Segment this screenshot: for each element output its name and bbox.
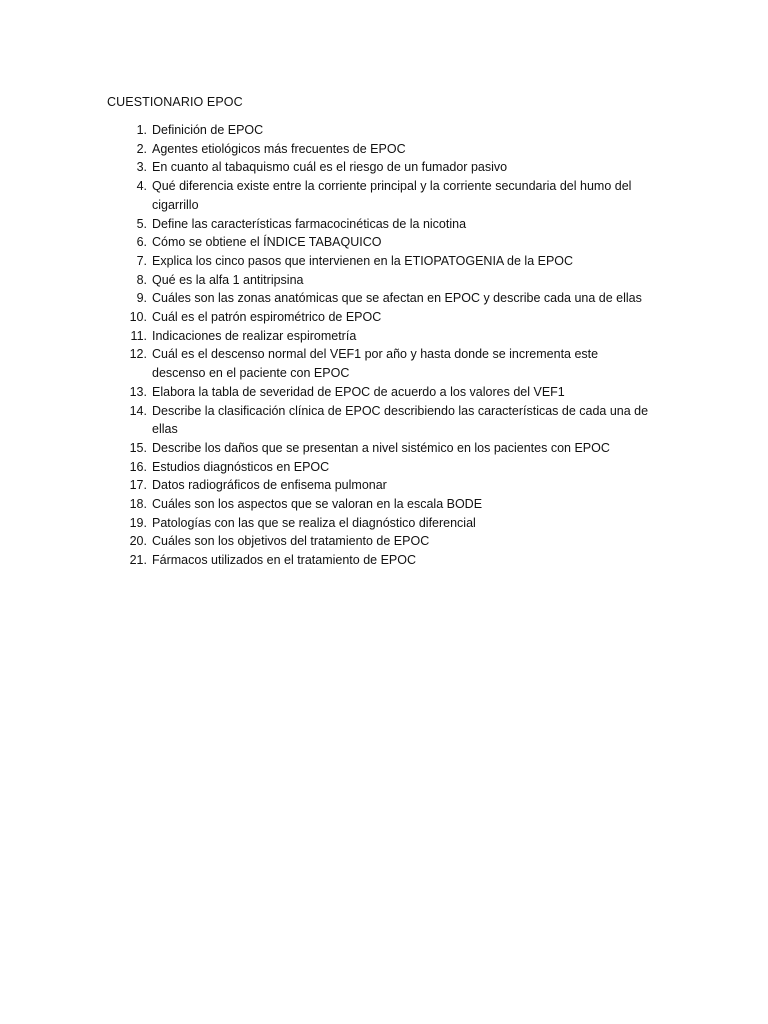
question-number: 8. [136, 272, 147, 287]
question-number: 9. [136, 291, 147, 306]
question-item [107, 458, 652, 477]
question-number: 17. [129, 478, 147, 493]
question-text: Cómo se obtiene el ÍNDICE TABAQUICO [152, 235, 382, 250]
question-text: Patologías con las que se realiza el diagnóstico diferencial [152, 515, 476, 530]
question-item [107, 252, 652, 271]
question-item [107, 383, 652, 402]
question-item [107, 308, 652, 327]
question-text: Cuáles son los aspectos que se valoran en la escala BODE [152, 497, 483, 512]
question-list [107, 121, 652, 570]
question-text: Cuál es el descenso normal del VEF1 por año y hasta donde se incrementa este descenso en el paciente con EPOC [152, 347, 599, 381]
question-item [107, 495, 652, 514]
question-number: 6. [136, 235, 147, 250]
question-item [107, 532, 652, 551]
question-number: 13. [129, 384, 147, 399]
question-number: 7. [136, 253, 147, 268]
question-text: Elabora la tabla de severidad de EPOC de acuerdo a los valores del VEF1 [152, 384, 565, 399]
question-text: Definición de EPOC [152, 123, 264, 137]
question-text: Explica los cinco pasos que intervienen en la ETIOPATOGENIA de la EPOC [152, 253, 574, 268]
question-text: Datos radiográficos de enfisema pulmonar [152, 478, 387, 493]
question-number: 2. [136, 141, 147, 156]
question-number: 1. [136, 123, 147, 137]
question-item [107, 121, 652, 140]
question-text: Fármacos utilizados en el tratamiento de EPOC [152, 553, 417, 568]
question-number: 20. [129, 534, 147, 549]
question-item [107, 345, 652, 382]
question-number: 19. [129, 515, 147, 530]
question-text: Cuáles son las zonas anatómicas que se afectan en EPOC y describe cada una de ellas [152, 291, 642, 306]
question-text: Cuál es el patrón espirométrico de EPOC [152, 310, 382, 325]
question-text: Indicaciones de realizar espirometría [152, 328, 357, 343]
question-text: Estudios diagnósticos en EPOC [152, 459, 330, 474]
question-number: 4. [136, 179, 147, 194]
question-item [107, 289, 652, 308]
question-item [107, 271, 652, 290]
question-text: En cuanto al tabaquismo cuál es el riesgo de un fumador pasivo [152, 160, 508, 175]
question-item [107, 215, 652, 234]
question-number: 11. [130, 328, 147, 343]
question-item [107, 402, 652, 439]
question-item [107, 158, 652, 177]
question-number: 14. [129, 403, 147, 418]
question-item [107, 551, 652, 570]
question-number: 16. [129, 459, 147, 474]
document-title: CUESTIONARIO EPOC [107, 95, 243, 109]
question-number: 5. [136, 216, 147, 231]
question-item [107, 476, 652, 495]
question-text: Qué es la alfa 1 antitripsina [152, 272, 304, 287]
question-number: 3. [136, 160, 147, 175]
question-text: Describe los daños que se presentan a nivel sistémico en los pacientes con EPOC [152, 440, 610, 455]
question-text: Agentes etiológicos más frecuentes de EPOC [152, 141, 406, 156]
question-text: Cuáles son los objetivos del tratamiento de EPOC [152, 534, 430, 549]
question-text: Qué diferencia existe entre la corriente principal y la corriente secundaria del humo del cigarrillo [152, 179, 632, 212]
question-item [107, 327, 652, 346]
question-number: 12. [129, 347, 147, 362]
question-item [107, 439, 652, 458]
question-number: 15. [129, 440, 147, 455]
question-item [107, 140, 652, 159]
question-number: 10. [129, 310, 147, 325]
question-text: Describe la clasificación clínica de EPOC describiendo las características de cada una de ellas [152, 403, 649, 437]
question-item [107, 177, 652, 214]
question-item [107, 233, 652, 252]
question-item [107, 514, 652, 533]
question-text: Define las características farmacocinéticas de la nicotina [152, 216, 467, 231]
question-number: 18. [129, 497, 147, 512]
question-number: 21. [129, 553, 147, 568]
